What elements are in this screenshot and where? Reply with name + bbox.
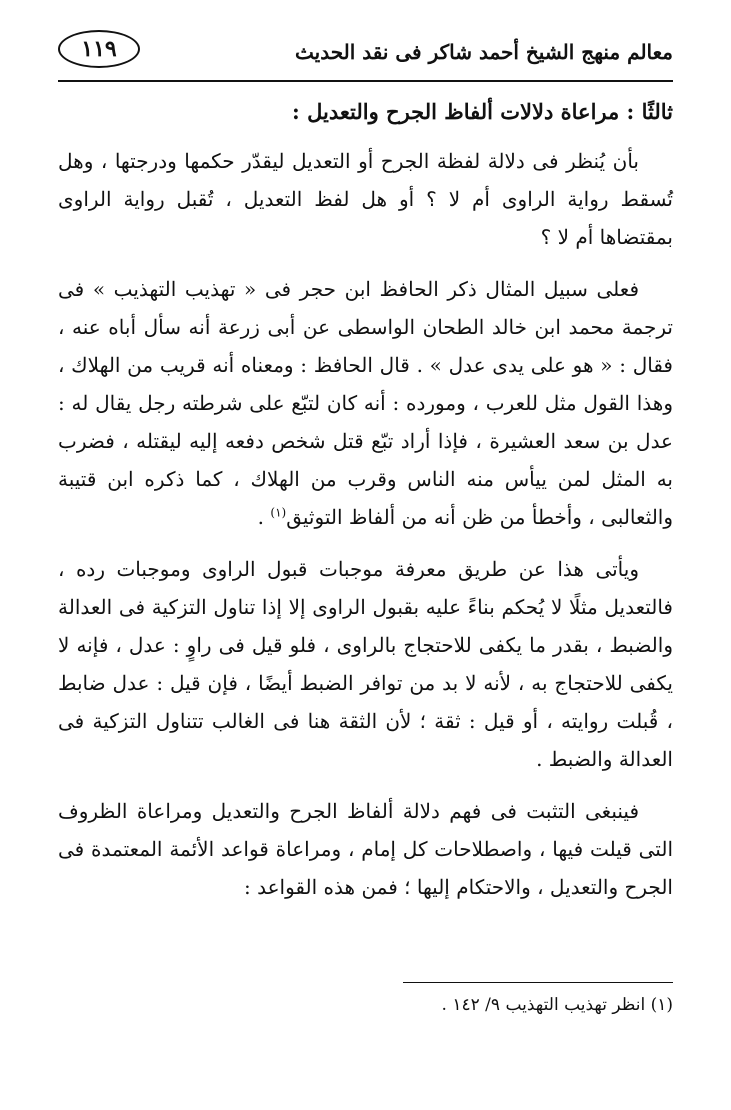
header-divider	[58, 80, 673, 82]
paragraph-2	[58, 270, 673, 536]
paragraph-1: بأن يُنظر فى دلالة لفظة الجرح أو التعديل ليقدّر حكمها ودرجتها ، وهل تُسقط رواية الراوى أم لا ؟ أو هل لفظ التعديل ، تُقبل رواية الراوى بمقتضاها أم لا ؟	[58, 149, 673, 249]
footnote: (١) انظر تهذيب التهذيب ٩/ ١٤٢ .	[441, 995, 673, 1015]
running-title: معالم منهج الشيخ أحمد شاكر فى نقد الحديث	[295, 40, 673, 64]
page-header	[58, 30, 673, 76]
paragraph-2-tail: .	[257, 505, 271, 529]
page-body	[58, 92, 673, 920]
footnote-divider	[403, 982, 673, 983]
footnote-reference: (١)	[270, 505, 287, 520]
page-number-badge: ١١٩	[58, 30, 140, 68]
paragraph-3: ويأتى هذا عن طريق معرفة موجبات قبول الراوى وموجبات رده ، فالتعديل مثلًا لا يُحكم بناءً عليه بقبول الراوى إلا إذا تناول التزكية فى العدالة والضبط ، بقدر ما يكفى للاحتجاج بالراوى ، فلو قيل فى راوٍ : عدل ، فإنه لا يكفى للاحتجاج به ، لأنه لا بد من توافر الضبط أيضًا ، فإن قيل : عدل ضابط ، قُبلت روايته ، أو قيل : ثقة ؛ لأن الثقة هنا فى الغالب تتناول التزكية فى العدالة والضبط .	[58, 557, 673, 771]
section-heading: ثالثًا : مراعاة دلالات ألفاظ الجرح والتعديل :	[292, 99, 673, 124]
paragraph-4: فينبغى التثبت فى فهم دلالة ألفاظ الجرح والتعديل ومراعاة الظروف التى قيلت فيها ، واصطلاحات كل إمام ، ومراعاة قواعد الأئمة المعتمدة فى الجرح والتعديل ، والاحتكام إليها ؛ فمن هذه القواعد :	[58, 799, 673, 899]
paragraph-2-text: فعلى سبيل المثال ذكر الحافظ ابن حجر فى « تهذيب التهذيب » فى ترجمة محمد ابن خالد الطحان الواسطى عن أبى زرعة أنه سأل أباه عنه ، فقال : « هو على يدى عدل » . قال الحافظ : ومعناه أنه قريب من الهلاك ، وهذا القول مثل للعرب ، ومورده : أنه كان لتبّع على شرطته رجل يقال له : عدل بن سعد العشيرة ، فإذا أراد تبّع قتل شخص دفعه إليه ليقتله ، فضرب به المثل لمن ييأس منه الناس وقرب من الهلاك ، كما ذكره ابن قتيبة والثعالبى ، وأخطأ من ظن أنه من ألفاظ التوثيق	[58, 277, 673, 529]
